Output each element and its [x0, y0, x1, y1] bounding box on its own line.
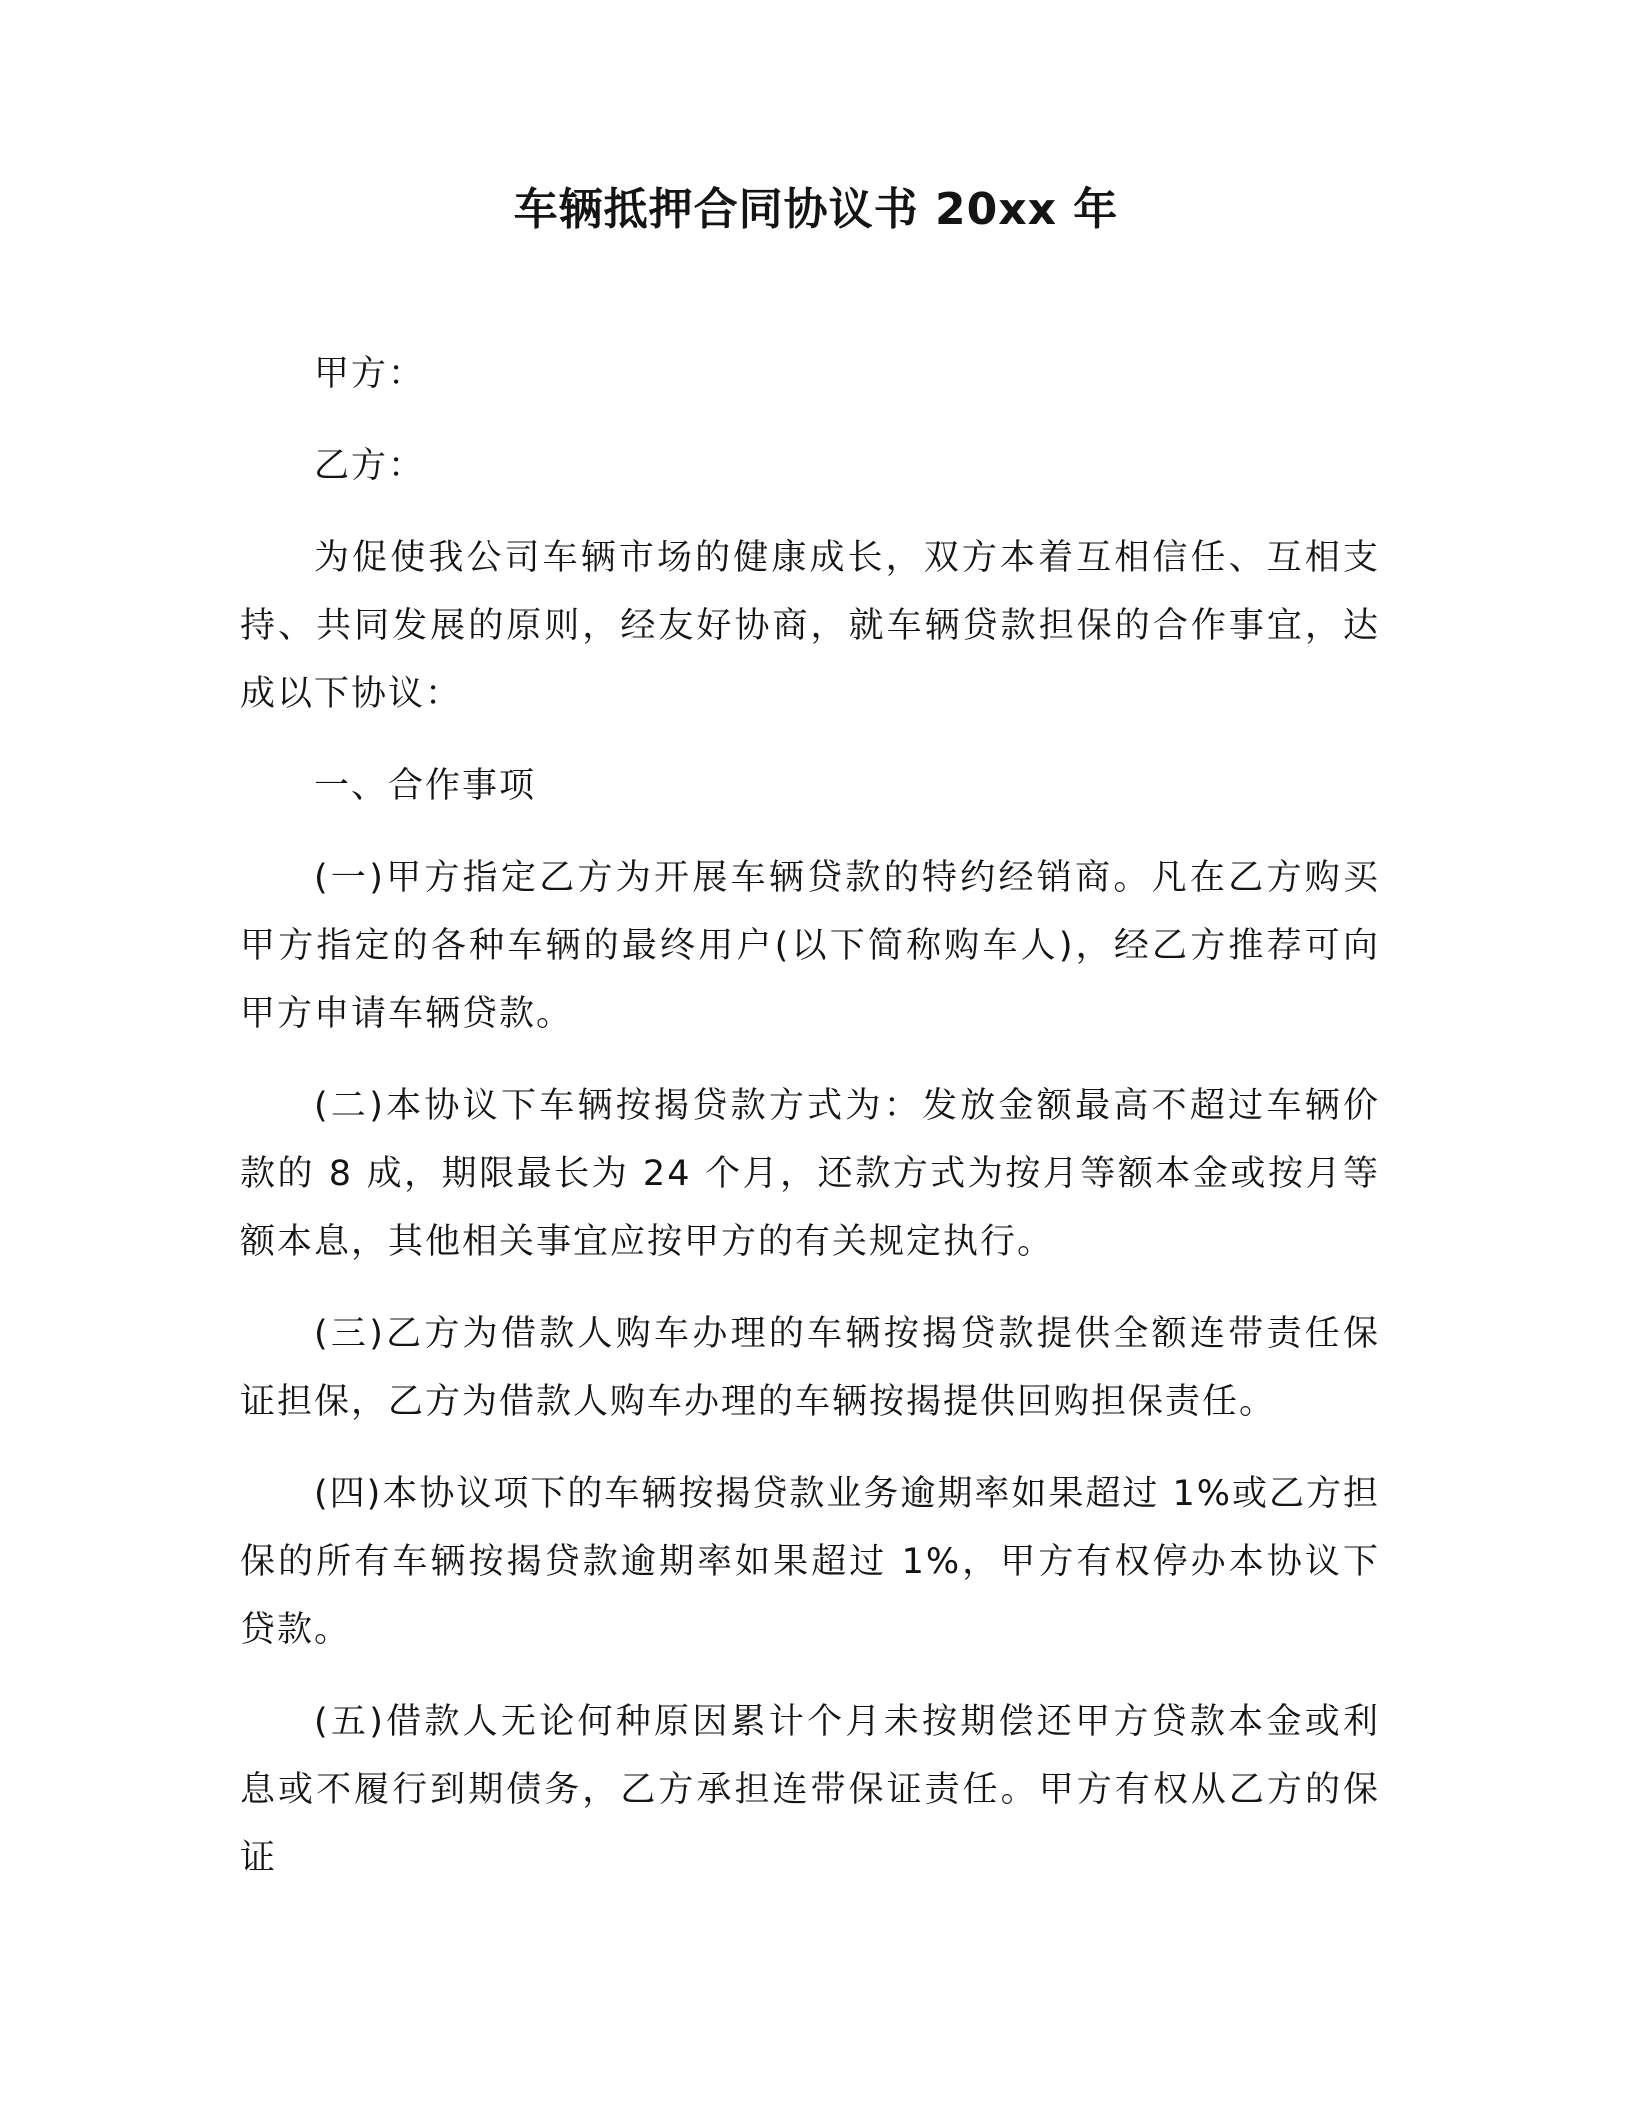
- intro-paragraph: 为促使我公司车辆市场的健康成长，双方本着互相信任、互相支持、共同发展的原则，经友好协商，就车辆贷款担保的合作事宜，达成以下协议：: [240, 538, 1380, 714]
- clause-2: (二)本协议下车辆按揭贷款方式为：发放金额最高不超过车辆价款的 8 成，期限最长为 24 个月，还款方式为按月等额本金或按月等额本息，其他相关事宜应按甲方的有关规定执行。: [240, 1086, 1380, 1262]
- section-heading-cooperation: 一、合作事项: [314, 766, 537, 806]
- document-body: [240, 340, 1380, 1916]
- party-a-label: 甲方：: [314, 354, 426, 394]
- clause-3: (三)乙方为借款人购车办理的车辆按揭贷款提供全额连带责任保证担保，乙方为借款人购车办理的车辆按揭提供回购担保责任。: [240, 1314, 1380, 1422]
- clause-1: (一)甲方指定乙方为开展车辆贷款的特约经销商。凡在乙方购买甲方指定的各种车辆的最终用户(以下简称购车人)，经乙方推荐可向甲方申请车辆贷款。: [240, 858, 1380, 1034]
- clause-5: (五)借款人无论何种原因累计个月未按期偿还甲方贷款本金或利息或不履行到期债务，乙方承担连带保证责任。甲方有权从乙方的保证: [240, 1702, 1380, 1878]
- clause-4: (四)本协议项下的车辆按揭贷款业务逾期率如果超过 1%或乙方担保的所有车辆按揭贷款逾期率如果超过 1%，甲方有权停办本协议下贷款。: [240, 1474, 1380, 1650]
- document-title: 车辆抵押合同协议书 20xx 年: [513, 184, 1119, 235]
- party-b-label: 乙方：: [314, 446, 426, 486]
